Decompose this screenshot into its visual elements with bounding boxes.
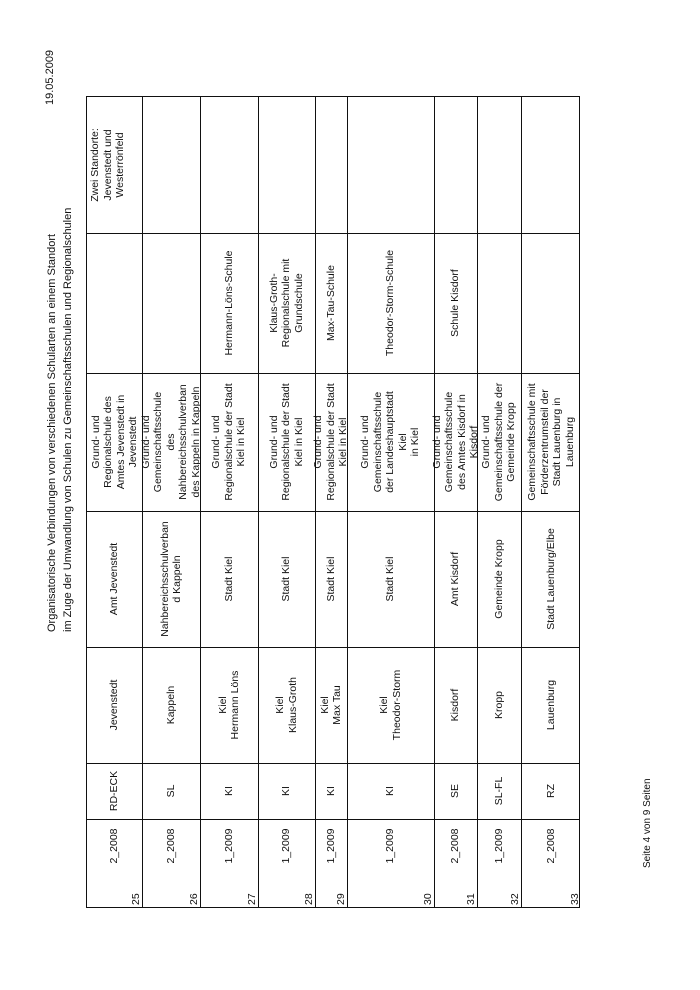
table-cell-bemerkung <box>477 97 521 233</box>
table-cell-name <box>87 233 142 373</box>
table-cell-period <box>200 819 258 873</box>
cell-text-line: Gemeinde Kropp <box>492 539 505 619</box>
cell-text-line: Regionalschule der Stadt <box>324 383 337 501</box>
table-cell-traeger <box>347 511 434 647</box>
cell-text-line: Amt Jevenstedt <box>108 542 121 616</box>
cell-text-line: 25 <box>129 893 142 905</box>
cell-text-line: SL <box>164 784 177 798</box>
cell-text-line: Schule Kisdorf <box>449 269 462 337</box>
cell-text-line: Max Tau <box>331 685 343 725</box>
table-cell-nr <box>258 873 315 909</box>
cell-text-line: der Landeshauptstadt <box>384 391 397 493</box>
cell-text-line: Regionalschule der Stadt <box>280 383 293 501</box>
table-cell-bemerkung <box>200 97 258 233</box>
cell-text-line: Grund- und <box>359 415 372 469</box>
cell-text-line: KI <box>280 786 293 796</box>
cell-text-line: des <box>164 433 177 451</box>
table-cell-schule <box>139 373 202 511</box>
table-cell-schule <box>258 373 315 511</box>
table-cell-ort <box>521 647 581 763</box>
table-row <box>347 97 434 909</box>
table-row <box>87 97 142 909</box>
cell-text-line: Jevenstedt <box>108 679 121 731</box>
cell-text-line: 1_2009 <box>324 828 337 864</box>
cell-text-line: Grund- und <box>480 415 493 469</box>
table-cell-traeger <box>87 511 142 647</box>
document-title-line-2: im Zuge der Umwandlung von Schulen zu Gemeinschaftsschulen und Regionalschulen <box>62 207 74 632</box>
cell-text-line: 2_2008 <box>164 828 177 864</box>
table-cell-kreis <box>347 763 434 819</box>
table-cell-kreis <box>200 763 258 819</box>
table-cell-nr <box>347 873 434 909</box>
cell-text-line: Stadt Kiel <box>384 556 397 602</box>
cell-text-line: Regionalschule mit <box>280 258 293 348</box>
table-cell-ort <box>87 647 142 763</box>
table-cell-traeger <box>315 511 347 647</box>
table-cell-nr <box>142 873 200 909</box>
table-cell-ort <box>200 647 258 763</box>
table-cell-name <box>347 233 434 373</box>
cell-text-line: Gemeinschaftsschule <box>443 391 455 493</box>
cell-text-line: Kiel <box>378 696 390 714</box>
table-cell-bemerkung <box>87 97 142 233</box>
cell-text-line: Regionalschule der Stadt <box>222 383 235 501</box>
cell-text-line: Nahbereichsschulverban <box>158 521 171 637</box>
table-row <box>477 97 521 909</box>
cell-text-line: Kiel in Kiel <box>292 417 305 467</box>
cell-text-line: Grund- und <box>430 415 443 469</box>
table-cell-kreis <box>477 763 521 819</box>
cell-text-line: Kiel <box>396 433 409 451</box>
table-row <box>139 97 202 909</box>
table-cell-schule <box>200 373 258 511</box>
cell-text-line: Kiel <box>274 696 286 714</box>
table-cell-name <box>258 233 315 373</box>
cell-text-line: Gemeinde Kropp <box>505 402 518 482</box>
table-cell-period <box>87 819 142 873</box>
cell-text-line: Stadt Kiel <box>222 556 235 602</box>
cell-text-line: Theodor-Storm-Schule <box>384 249 397 357</box>
cell-text-line: Kiel in Kiel <box>337 417 350 467</box>
table-cell-ort <box>258 647 315 763</box>
cell-text-line: des Amtes Kisdorf in <box>455 394 468 490</box>
table-cell-kreis <box>258 763 315 819</box>
table-cell-bemerkung <box>434 97 477 233</box>
table-cell-schule <box>312 373 350 511</box>
cell-text-line: Grund- und <box>89 415 102 469</box>
cell-text-line: 26 <box>187 893 200 905</box>
table-cell-ort <box>347 647 434 763</box>
table-cell-name <box>477 233 521 373</box>
cell-text-line: Regionalschule des <box>102 396 114 488</box>
cell-text-line: Klaus-Groth <box>286 676 299 734</box>
cell-text-line: Jevenstedt <box>127 416 139 468</box>
table-cell-period <box>142 819 200 873</box>
cell-text-line: 1_2009 <box>222 828 235 864</box>
cell-text-line: RD-ECK <box>108 770 121 812</box>
table-cell-name <box>521 233 581 373</box>
table-cell-name <box>142 233 200 373</box>
cell-text-line: des Kappeln in Kappeln <box>189 386 202 498</box>
cell-text-line: 2_2008 <box>108 828 121 864</box>
cell-text-line: Westerrönfeld <box>114 132 126 198</box>
cell-text-line: Kappeln <box>164 685 177 725</box>
cell-text-line: 1_2009 <box>492 828 505 864</box>
cell-text-line: d Kappeln <box>171 555 183 603</box>
cell-text-line: 1_2009 <box>384 828 397 864</box>
table-cell-nr <box>87 873 142 909</box>
table-cell-schule <box>347 373 434 511</box>
cell-text-line: 29 <box>334 893 347 905</box>
table-cell-nr <box>200 873 258 909</box>
cell-text-line: 33 <box>568 893 581 905</box>
cell-text-line: Gemeinschaftsschule der <box>492 382 505 502</box>
cell-text-line: Hermann-Löns-Schule <box>222 250 235 356</box>
cell-text-line: KI <box>222 786 235 796</box>
cell-text-line: Nahbereichsschulverban <box>177 384 190 500</box>
cell-text-line: 27 <box>245 893 258 905</box>
cell-text-line: Kisdorf <box>468 425 480 459</box>
table-cell-ort <box>315 647 347 763</box>
cell-text-line: Förderzentrumsteil der <box>538 389 551 495</box>
table-cell-nr <box>315 873 347 909</box>
table-cell-name <box>315 233 347 373</box>
document-title-line-1: Organisatorische Verbindungen von verschiedenen Schularten an einem Standort <box>46 233 58 632</box>
cell-text-line: Stadt Lauenburg in <box>551 397 563 487</box>
cell-text-line: Kiel <box>216 696 229 714</box>
cell-text-line: Grund- und <box>267 415 280 469</box>
table-cell-ort <box>434 647 477 763</box>
cell-text-line: 1_2009 <box>280 828 293 864</box>
table-cell-bemerkung <box>521 97 581 233</box>
cell-text-line: Klaus-Groth- <box>267 273 280 333</box>
page-number: Seite 4 von 9 Seiten <box>642 778 653 868</box>
table-cell-kreis <box>142 763 200 819</box>
cell-text-line: Gemeinschaftsschule <box>152 391 165 493</box>
cell-text-line: Kropp <box>492 690 505 720</box>
cell-text-line: in Kiel <box>409 427 422 457</box>
table-cell-ort <box>477 647 521 763</box>
cell-text-line: Amt Kisdorf <box>449 551 462 607</box>
cell-text-line: Amtes Jevenstedt in <box>114 394 127 490</box>
cell-text-line: Grund- und <box>139 415 152 469</box>
table-cell-name <box>434 233 477 373</box>
table-cell-period <box>347 819 434 873</box>
table-cell-schule <box>430 373 480 511</box>
cell-text-line: Gemeinschaftsschule mit <box>526 383 538 501</box>
cell-text-line: Kiel <box>318 696 331 714</box>
table-row <box>521 97 581 909</box>
table-cell-traeger <box>434 511 477 647</box>
table-cell-period <box>434 819 477 873</box>
cell-text-line: 2_2008 <box>544 828 557 864</box>
table-row <box>430 97 480 909</box>
table-cell-traeger <box>200 511 258 647</box>
cell-text-line: Grund- und <box>210 415 223 469</box>
table-cell-period <box>315 819 347 873</box>
table-cell-period <box>477 819 521 873</box>
cell-text-line: 2_2008 <box>449 828 462 864</box>
cell-text-line: Stadt Lauenburg/Elbe <box>544 528 557 630</box>
cell-text-line: Grund- und <box>312 415 325 469</box>
table-cell-ort <box>142 647 200 763</box>
cell-text-line: SL-FL <box>492 776 505 806</box>
table-cell-schule <box>87 373 142 511</box>
table-cell-kreis <box>315 763 347 819</box>
cell-text-line: 28 <box>302 893 315 905</box>
table-cell-schule <box>477 373 521 511</box>
table-cell-schule <box>521 373 581 511</box>
cell-text-line: Theodor-Storm <box>390 669 403 741</box>
cell-text-line: Grundschule <box>292 273 305 333</box>
cell-text-line: Kisdorf <box>449 688 462 722</box>
table-cell-traeger <box>477 511 521 647</box>
table-cell-kreis <box>87 763 142 819</box>
table-cell-nr <box>477 873 521 909</box>
cell-text-line: Hermann Löns <box>229 670 241 740</box>
cell-text-line: KI <box>384 786 397 796</box>
table-cell-nr <box>521 873 581 909</box>
cell-text-line: Max-Tau-Schule <box>324 265 337 341</box>
cell-text-line: Stadt Kiel <box>324 556 337 602</box>
table-cell-name <box>200 233 258 373</box>
table-cell-traeger <box>142 511 200 647</box>
table-cell-bemerkung <box>258 97 315 233</box>
cell-text-line: Lauenburg <box>563 416 576 468</box>
table-cell-kreis <box>521 763 581 819</box>
table-cell-traeger <box>521 511 581 647</box>
cell-text-line: Kiel in Kiel <box>235 417 248 467</box>
table-cell-kreis <box>434 763 477 819</box>
table-cell-traeger <box>258 511 315 647</box>
cell-text-line: Gemeinschaftsschule <box>371 391 384 493</box>
table-cell-period <box>521 819 581 873</box>
cell-text-line: Stadt Kiel <box>280 556 293 602</box>
table-row <box>312 97 350 909</box>
table-row <box>200 97 258 909</box>
table-cell-bemerkung <box>142 97 200 233</box>
cell-text-line: Jevenstedt und <box>101 129 114 201</box>
cell-text-line: 31 <box>464 893 477 905</box>
cell-text-line: Lauenburg <box>544 679 557 731</box>
table-cell-bemerkung <box>315 97 347 233</box>
cell-text-line: SE <box>449 784 462 799</box>
cell-text-line: Zwei Standorte: <box>89 128 101 202</box>
table-cell-nr <box>434 873 477 909</box>
table-cell-bemerkung <box>347 97 434 233</box>
cell-text-line: KI <box>324 786 337 796</box>
cell-text-line: 30 <box>421 893 434 905</box>
table-cell-period <box>258 819 315 873</box>
cell-text-line: RZ <box>544 784 557 798</box>
cell-text-line: 32 <box>508 893 521 905</box>
schools-table <box>86 96 580 908</box>
table-row <box>258 97 315 909</box>
document-date: 19.05.2009 <box>44 49 56 105</box>
